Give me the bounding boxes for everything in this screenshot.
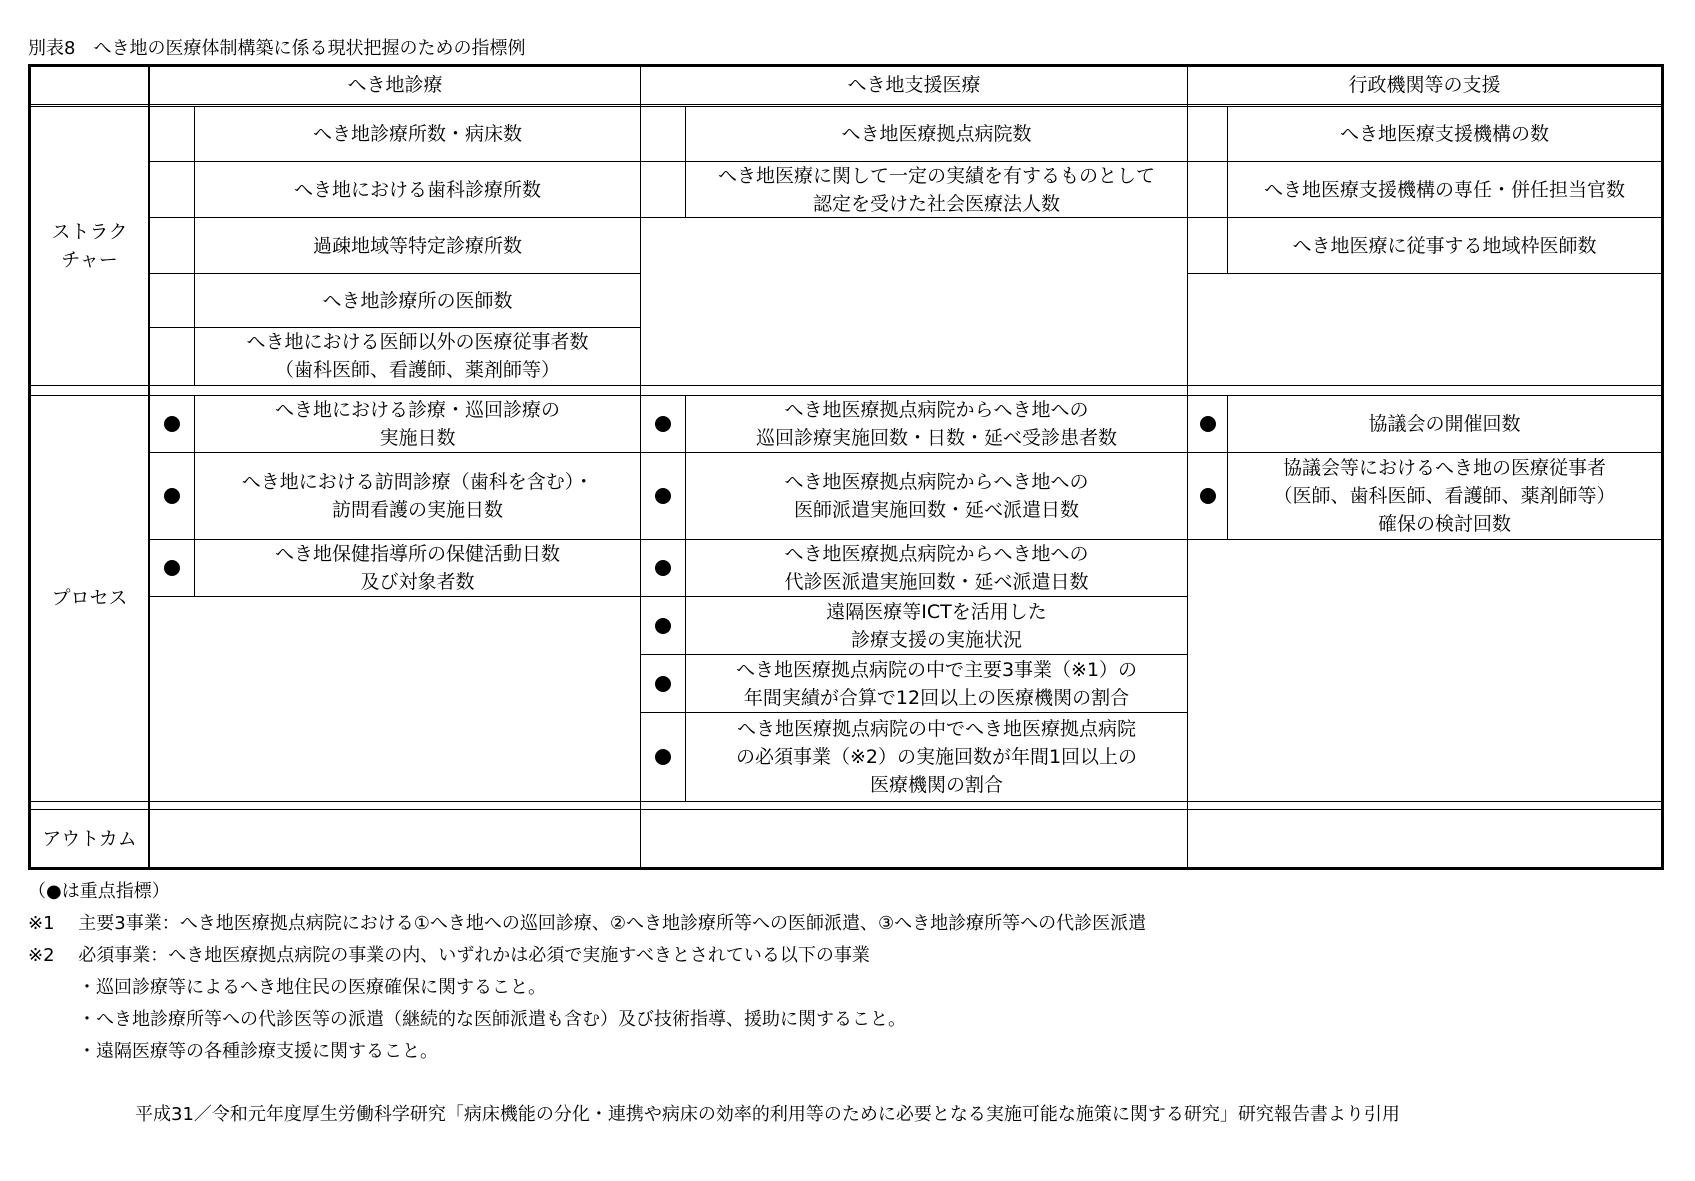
priority-marker (150, 453, 194, 539)
column-header-gyosei: 行政機関等の支援 (1348, 74, 1501, 96)
structure-gyosei-2: へき地医療支援機構の専任・併任担当官数 (1263, 178, 1625, 201)
table-rule (31, 385, 1661, 386)
process-gyosei-1: 協議会の開催回数 (1368, 413, 1521, 435)
document-title: 別表8 へき地の医療体制構築に係る現状把握のための指標例 (28, 38, 526, 59)
priority-marker (641, 396, 685, 452)
row-label-structure: ストラク チャー (51, 220, 128, 271)
footnote-1: ※1 主要3事業：へき地医療拠点病院における①へき地への巡回診療、②へき地診療所等への医師派遣、③へき地診療所等への代診医派遣 (28, 913, 1147, 934)
process-shien-4: 遠隔医療等ICTを活用した 診療支援の実施状況 (826, 600, 1047, 651)
structure-gyosei-3: へき地医療に従事する地域枠医師数 (1292, 234, 1597, 257)
structure-shinryo-3: 過疎地域等特定診療所数 (312, 234, 522, 257)
structure-shinryo-4: へき地診療所の医師数 (322, 289, 513, 312)
column-header-shinryo: へき地診療 (347, 74, 443, 96)
footnote-2-item: ・遠隔医療等の各種診療支援に関すること。 (78, 1041, 438, 1062)
process-shien-6: へき地医療拠点病院の中でへき地医療拠点病院 の必須事業（※2）の実施回数が年間1回以上の 医療機関の割合 (735, 717, 1138, 796)
priority-marker (641, 713, 685, 800)
row-label-outcome: アウトカム (42, 827, 137, 850)
structure-shien-1: へき地医療拠点病院数 (841, 123, 1032, 145)
structure-shinryo-1: へき地診療所数・病床数 (312, 123, 522, 145)
table-rule (31, 104, 1661, 105)
structure-gyosei-1: へき地医療支援機構の数 (1339, 123, 1549, 145)
process-shinryo-2: へき地における訪問診療（歯科を含む）・ 訪問看護の実施日数 (241, 471, 594, 521)
footnote-2: ※2 必須事業：へき地医療拠点病院の事業の内、いずれかは必須で実施すべきとされている以下の事業 (28, 945, 870, 966)
table-rule (31, 809, 1661, 810)
table-rule (1187, 273, 1661, 274)
footnote-2-item: ・巡回診療等によるへき地住民の医療確保に関すること。 (78, 977, 546, 998)
process-shinryo-1: へき地における診療・巡回診療の 実施日数 (274, 399, 560, 449)
structure-shien-2: へき地医療に関して一定の実績を有するものとして 認定を受けた社会医療法人数 (717, 164, 1155, 215)
priority-marker (1188, 396, 1227, 452)
process-shien-3: へき地医療拠点病院からへき地への 代診医派遣実施回数・延べ派遣日数 (784, 543, 1089, 593)
column-header-shien: へき地支援医療 (847, 74, 981, 96)
structure-shinryo-2: へき地における歯科診療所数 (293, 178, 541, 201)
process-gyosei-2: 協議会等におけるへき地の医療従事者 （医師、歯科医師、看護師、薬剤師等） 確保の検討回数 (1273, 457, 1616, 535)
priority-marker (150, 540, 194, 596)
priority-marker (641, 655, 685, 712)
priority-legend: （●は重点指標） (28, 881, 170, 902)
process-shien-2: へき地医療拠点病院からへき地への 医師派遣実施回数・延べ派遣日数 (784, 471, 1089, 521)
priority-marker (641, 453, 685, 539)
table-rule (31, 801, 1661, 802)
priority-marker (150, 396, 194, 452)
process-shinryo-3: へき地保健指導所の保健活動日数 及び対象者数 (274, 543, 560, 593)
footnote-2-item: ・へき地診療所等への代診医等の派遣（継続的な医師派遣も含む）及び技術指導、援助に関すること。 (78, 1009, 906, 1030)
source-citation: 平成31／令和元年度厚生労働科学研究「病床機能の分化・連携や病床の効率的利用等のために必要となる実施可能な施策に関する研究」研究報告書より引用 (135, 1104, 1400, 1125)
priority-marker (641, 540, 685, 596)
priority-marker (641, 597, 685, 654)
priority-marker (1188, 453, 1227, 539)
process-shien-1: へき地医療拠点病院からへき地への 巡回診療実施回数・日数・延べ受診患者数 (755, 399, 1117, 449)
process-shien-5: へき地医療拠点病院の中で主要3事業（※1）の 年間実績が合算で12回以上の医療機関の割合 (735, 658, 1138, 709)
row-label-process: プロセス (51, 587, 128, 609)
structure-shinryo-5: へき地における医師以外の医療従事者数 （歯科医師、看護師、薬剤師等） (246, 331, 589, 381)
